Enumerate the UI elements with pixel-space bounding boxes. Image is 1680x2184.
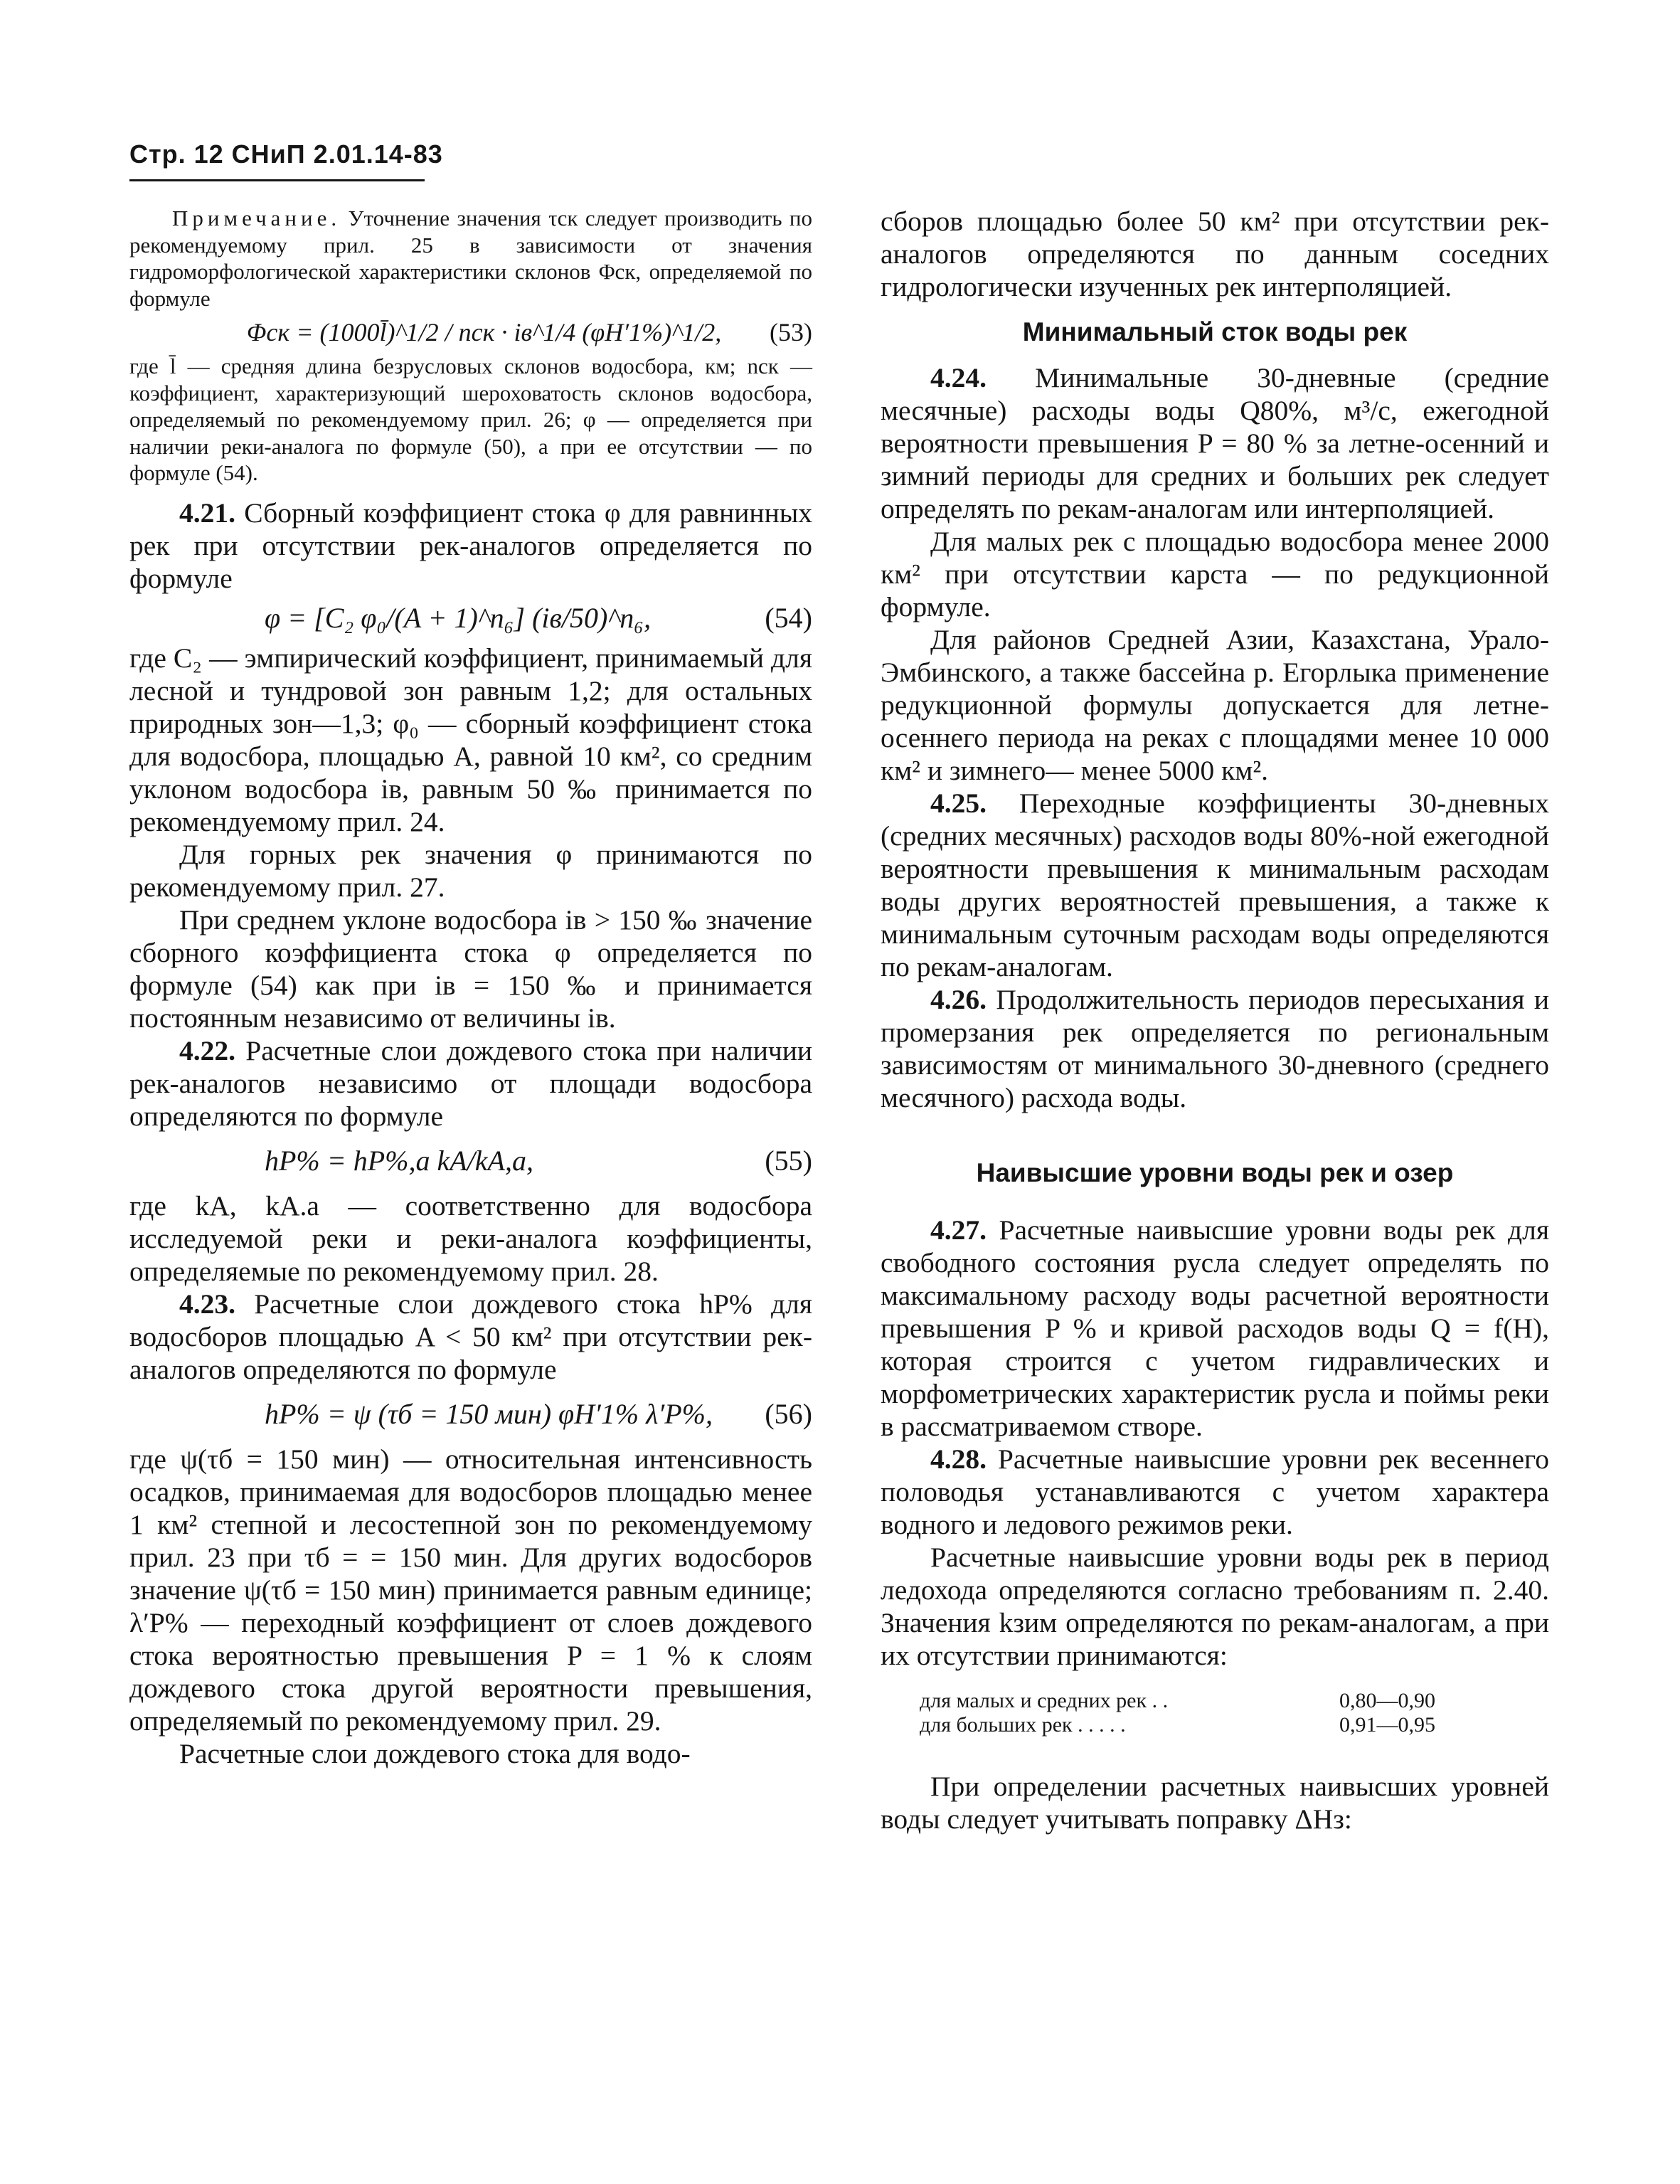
formula-53 <box>129 312 812 353</box>
header-rule <box>129 179 425 181</box>
paragraph-continuation: сборов площадью более 50 км² при отсутствии рек-аналогов определяются по данным соседних гидрологически изученных рек интерполяцией. <box>881 206 1549 302</box>
paragraph-mountain-rivers: Для горных рек значения φ принимаются по рекомендуемому прил. 27. <box>129 838 812 903</box>
paragraph-4-26-number: 4.26. <box>930 984 987 1015</box>
paragraph-4-28-number: 4.28. <box>930 1443 987 1475</box>
paragraph-4-21-text: Сборный коэффициент стока φ для равнинных рек при отсутствии рек-аналогов определяется по формуле <box>129 497 812 594</box>
formula-53-number: (53) <box>770 318 812 346</box>
formula-53-expr: Φск = (1000l̄)^1/2 / nск · iв^1/4 (φH′1%)^1/2, <box>247 318 722 346</box>
paragraph-4-21 <box>129 497 812 595</box>
formula-55-expr: hP% = hP%,a kA/kA,a, <box>265 1145 533 1177</box>
paragraph-4-21-number: 4.21. <box>179 497 235 529</box>
note-text: Уточнение значения τск следует производить по рекомендуемому прил. 25 в зависимости от значения гидроморфологической характеристики склонов Φск, определяемой по формуле <box>129 206 812 311</box>
paragraph-4-23-where: где ψ(τб = 150 мин) — относительная интенсивность осадков, принимаемая для водосборов площадью менее 1 км² степной и лесостепной зон по рекомендуемому прил. 23 при τб = = 150 мин. Для других водосборов значение ψ(τб = 150 мин) принимается равным единице; λ′P% — переходный коэффициент от слоев дождевого стока вероятностью превышения P = 1 % к слоям дождевого стока другой вероятности превышения, определяемый по рекомендуемому прил. 29. <box>129 1443 812 1737</box>
paragraph-4-25-number: 4.25. <box>930 788 987 819</box>
paragraph-slope: При среднем уклоне водосбора iв > 150 ‰ значение сборного коэффициента стока φ определяется по формуле (54) как при iв = 150 ‰ и принимается постоянным независимо от величины iв. <box>129 903 812 1034</box>
table-row-value: 0,91—0,95 <box>1339 1713 1435 1737</box>
paragraph-4-27-number: 4.27. <box>930 1214 987 1246</box>
paragraph-4-28 <box>881 1443 1549 1541</box>
table-row-label: для малых и средних рек . . <box>920 1689 1169 1712</box>
paragraph-central-asia: Для районов Средней Азии, Казахстана, Урало-Эмбинского, а также бассейна р. Егорлыка применение редукционной формулы допускается для летне-осеннего периода на реках с площадями менее 10 000 км² и зимнего— менее 5000 км². <box>881 624 1549 786</box>
table-row-value: 0,80—0,90 <box>1339 1689 1435 1712</box>
paragraph-4-26-text: Продолжительность периодов пересыхания и промерзания рек определяется по региональным зависимостям от минимального 30-дневного (среднего месячного) расхода воды. <box>881 984 1549 1113</box>
formula-55-number: (55) <box>765 1145 812 1177</box>
paragraph-4-27-text: Расчетные наивысшие уровни воды рек для свободного состояния русла следует определять по максимальному расходу воды расчетной вероятности превышения P % и кривой расходов воды Q = f(H), которая строится с учетом гидравлических и морфометрических характеристик русла и поймы реки в рассматриваемом створе. <box>881 1214 1549 1442</box>
paragraph-4-25 <box>881 787 1549 983</box>
paragraph-4-22 <box>129 1034 812 1133</box>
paragraph-4-23-number: 4.23. <box>179 1288 235 1320</box>
paragraph-4-23-last: Расчетные слои дождевого стока для водо- <box>179 1737 691 1769</box>
paragraph-4-28-text: Расчетные наивысшие уровни рек весеннего половодья устанавливаются с учетом характера водного и ледового режимов реки. <box>881 1443 1549 1540</box>
paragraph-4-23 <box>129 1288 812 1386</box>
paragraph-small-rivers: Для малых рек с площадью водосбора менее 2000 км² при отсутствии карста — по редукционной формуле. <box>881 526 1549 622</box>
paragraph-4-24-number: 4.24. <box>930 362 987 393</box>
formula-54-expr: φ = [C₂ φ₀/(A + 1)^n₆] (iв/50)^n₆, <box>265 602 652 634</box>
note-label: Примечание. <box>172 206 341 230</box>
formula-56-expr: hP% = ψ (τб = 150 мин) φH′1% λ′P%, <box>265 1398 713 1430</box>
formula-56-number: (56) <box>765 1398 812 1430</box>
paragraph-correction: При определении расчетных наивысших уровней воды следует учитывать поправку ΔHз: <box>881 1771 1549 1835</box>
note-paragraph <box>129 205 812 312</box>
left-column <box>129 205 812 1770</box>
paragraph-4-24-text: Минимальные 30-дневные (средние месячные) расходы воды Q80%, м³/с, ежегодной вероятности превышения P = 80 % за летне-осенний и зимний периоды для средних и больших рек следует определять по рекам-аналогам или интерполяцией. <box>881 362 1549 524</box>
table-row-label: для больших рек . . . . . <box>920 1713 1126 1737</box>
page-header: Стр. 12 СНиП 2.01.14-83 <box>129 139 443 169</box>
paragraph-4-24 <box>881 361 1549 525</box>
formula-54-number: (54) <box>765 602 812 634</box>
paragraph-4-22-number: 4.22. <box>179 1034 235 1066</box>
section-title-min-flow: Минимальный сток воды рек <box>1022 317 1408 346</box>
paragraph-4-21-where: где C₂ — эмпирический коэффициент, принимаемый для лесной и тундровой зон равным 1,2; для остальных природных зон—1,3; φ₀ — сборный коэффициент стока для водосбора, площадью A, равной 10 км², со средним уклоном водосбора iв, равным 50 ‰ принимается по рекомендуемому прил. 24. <box>129 642 812 837</box>
note-where: где l̄ — средняя длина безрусловых склонов водосбора, км; nск — коэффициент, характеризующий шероховатость склонов водосбора, определяемый по рекомендуемому прил. 26; φ — определяется при наличии реки-аналога по формуле (50), а при ее отсутствии — по формуле (54). <box>129 354 812 485</box>
formula-56 <box>129 1386 812 1443</box>
paragraph-4-23-text: Расчетные слои дождевого стока hP% для водосборов площадью A < 50 км² при отсутствии рек-аналогов определяются по формуле <box>129 1288 812 1385</box>
paragraph-4-22-where: где kA, kA.a — соответственно для водосбора исследуемой реки и реки-аналога коэффициенты, определяемые по рекомендуемому прил. 28. <box>129 1189 812 1287</box>
paragraph-4-27 <box>881 1214 1549 1443</box>
formula-54 <box>129 595 812 642</box>
section-title-high-water: Наивысшие уровни воды рек и озер <box>976 1158 1454 1187</box>
formula-55 <box>129 1133 812 1189</box>
paragraph-4-22-text: Расчетные слои дождевого стока при наличии рек-аналогов независимо от площади водосбора определяются по формуле <box>129 1034 812 1132</box>
paragraph-ice-drift: Расчетные наивысшие уровни воды рек в период ледохода определяются согласно требованиям п. 2.40. Значения kзим определяются по рекам-аналогам, а при их отсутствии принимаются: <box>881 1542 1549 1671</box>
right-column <box>881 205 1549 1835</box>
paragraph-4-25-text: Переходные коэффициенты 30-дневных (средних месячных) расходов воды 80%-ной ежегодной вероятности превышения к минимальным расходам воды других вероятностей превышения, а также к минимальным суточным расходам воды определяются по рекам-аналогам. <box>881 788 1549 982</box>
coefficient-table <box>881 1689 1549 1737</box>
paragraph-4-26 <box>881 983 1549 1114</box>
